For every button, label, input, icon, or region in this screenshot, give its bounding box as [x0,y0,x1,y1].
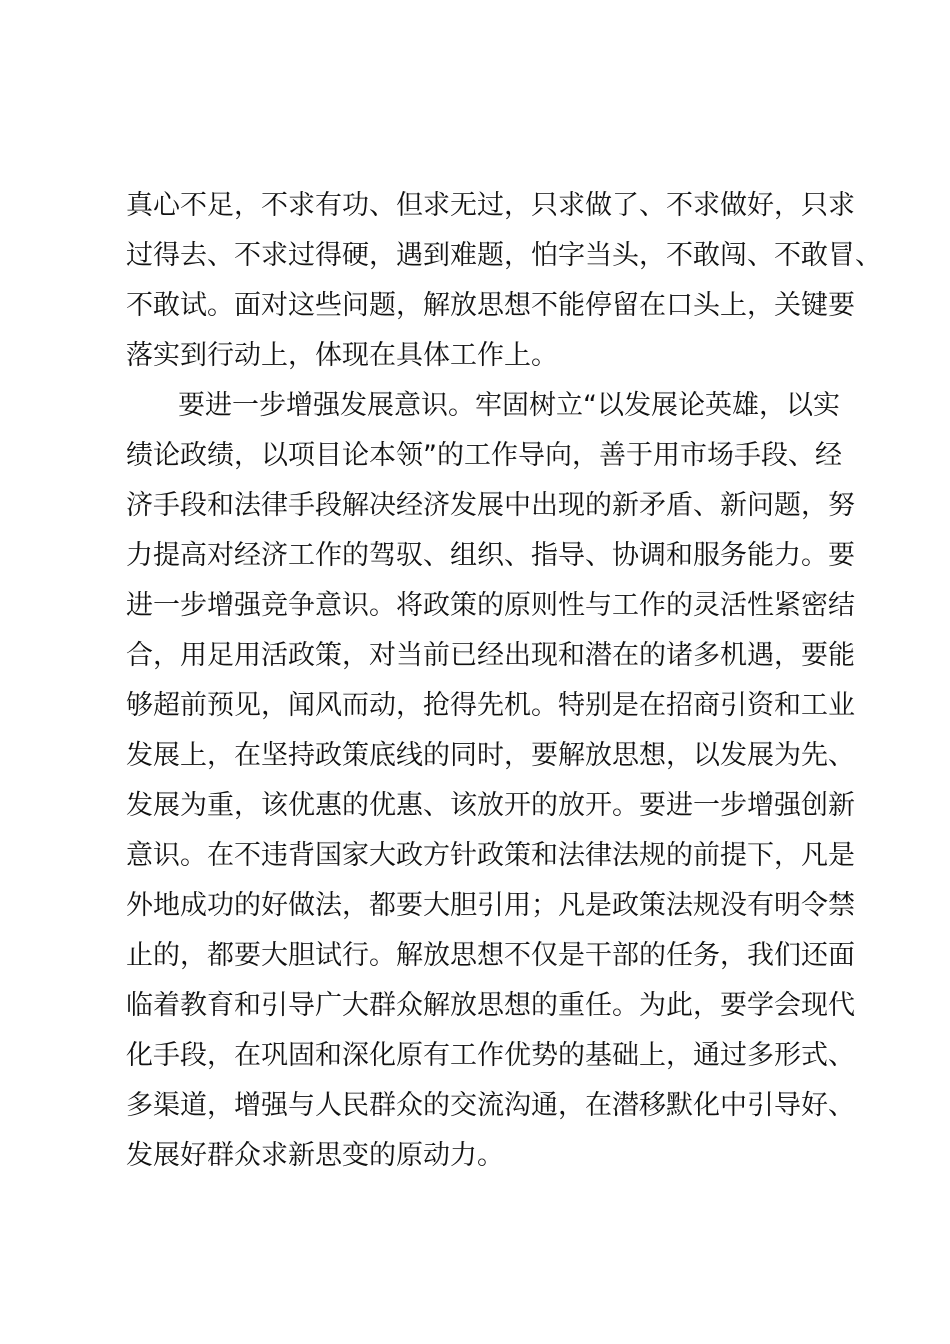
text-line: 够超前预见，闻风而动，抢得先机。特别是在招商引资和工业 [126,690,855,721]
text-line: 发展好群众求新思变的原动力。 [126,1140,504,1171]
text-line: 合，用足用活政策，对当前已经出现和潜在的诸多机遇，要能 [126,640,855,671]
text-line: 进一步增强竞争意识。将政策的原则性与工作的灵活性紧密结 [126,590,855,621]
text-line: 意识。在不违背国家大政方针政策和法律法规的前提下，凡是 [126,840,855,871]
text-line: 过得去、不求过得硬，遇到难题，怕字当头，不敢闯、不敢冒、 [126,240,882,271]
text-line: 化手段，在巩固和深化原有工作优势的基础上，通过多形式、 [126,1040,855,1071]
text-line: 落实到行动上，体现在具体工作上。 [126,340,558,371]
text-line: 外地成功的好做法，都要大胆引用；凡是政策法规没有明令禁 [126,890,855,921]
text-line: 不敢试。面对这些问题，解放思想不能停留在口头上，关键要 [126,290,855,321]
text-line: 绩论政绩，以项目论本领”的工作导向，善于用市场手段、经 [126,440,842,471]
text-line: 多渠道，增强与人民群众的交流沟通，在潜移默化中引导好、 [126,1090,855,1121]
paragraph-first-line: 要进一步增强发展意识。牢固树立“以发展论英雄，以实 [178,390,840,421]
text-line: 止的，都要大胆试行。解放思想不仅是干部的任务，我们还面 [126,940,855,971]
text-line: 真心不足，不求有功、但求无过，只求做了、不求做好，只求 [126,190,855,221]
text-line: 力提高对经济工作的驾驭、组织、指导、协调和服务能力。要 [126,540,855,571]
text-line: 临着教育和引导广大群众解放思想的重任。为此，要学会现代 [126,990,855,1021]
text-line: 发展为重，该优惠的优惠、该放开的放开。要进一步增强创新 [126,790,855,821]
text-line: 济手段和法律手段解决经济发展中出现的新矛盾、新问题，努 [126,490,855,521]
text-line: 发展上，在坚持政策底线的同时，要解放思想，以发展为先、 [126,740,855,771]
